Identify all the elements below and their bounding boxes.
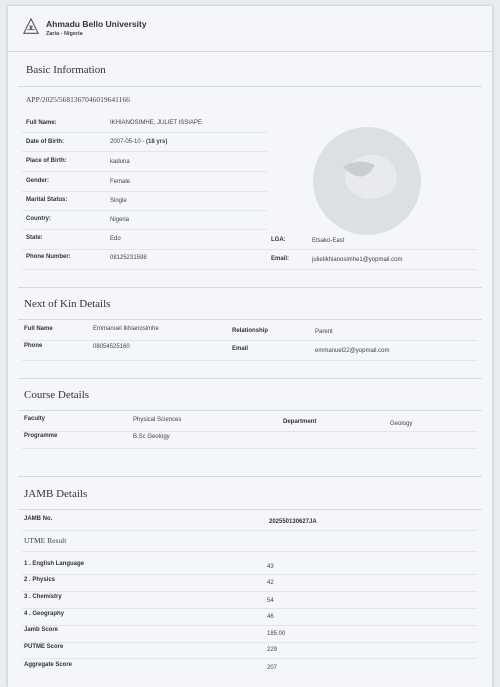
row-divider: [22, 448, 477, 449]
university-location: Zaria - Nigeria: [46, 31, 83, 37]
avatar-placeholder-icon: [313, 127, 421, 235]
place-of-birth-value: kaduna: [110, 159, 130, 165]
section-divider: [18, 476, 482, 477]
jamb-no-label: JAMB No.: [24, 516, 53, 522]
row-divider: [22, 191, 267, 192]
row-divider: [22, 658, 477, 659]
department-value: Geology: [390, 421, 413, 427]
programme-value: B.Sc Geology: [133, 434, 170, 440]
lga-label: LGA:: [271, 237, 286, 243]
kin-fullname-value: Emmanuel Ikhianosimhe: [93, 326, 159, 332]
kin-phone-label: Phone: [24, 343, 43, 349]
row-divider: [22, 608, 477, 609]
row-divider: [22, 151, 267, 152]
row-divider: [22, 551, 477, 552]
kin-phone-value: 08054525160: [93, 344, 130, 350]
faculty-label: Faculty: [24, 416, 46, 422]
marital-status-label: Marital Status:: [26, 197, 68, 203]
row-divider: [22, 249, 477, 250]
state-value: Edo: [110, 236, 121, 242]
basic-info-divider: [18, 86, 482, 87]
jamb-divider: [18, 509, 482, 510]
phone-label: Phone Number:: [26, 254, 71, 260]
subject-physics-score: 42: [267, 580, 274, 586]
row-divider: [22, 229, 267, 230]
place-of-birth-label: Place of Birth:: [26, 158, 67, 164]
row-divider: [22, 591, 477, 592]
kin-relationship-value: Parent: [315, 329, 333, 335]
programme-label: Programme: [24, 433, 58, 439]
row-divider: [22, 171, 267, 172]
email-value: julietikhianosimhe1@yopmail.com: [312, 257, 403, 263]
header-divider: [8, 51, 492, 52]
row-divider: [22, 340, 477, 341]
jamb-score-value: 185.00: [267, 631, 286, 637]
row-divider: [22, 642, 477, 643]
lga-value: Etsako-East: [312, 238, 345, 244]
row-divider: [22, 625, 477, 626]
marital-status-value: Single: [110, 198, 127, 204]
kin-title: Next of Kin Details: [24, 298, 111, 310]
row-divider: [22, 132, 267, 133]
subject-chemistry-score: 54: [267, 598, 274, 604]
gender-value: Female: [110, 179, 131, 185]
row-divider: [22, 360, 477, 361]
putme-score-value: 229: [267, 647, 278, 653]
dob-label: Date of Birth:: [26, 139, 64, 145]
basic-info-title: Basic Information: [26, 64, 106, 76]
kin-divider: [18, 319, 482, 320]
full-name-value: IKHIANOSIMHE, JULIET ISSIAPE: [110, 120, 202, 126]
country-value: Nigeria: [110, 217, 130, 223]
row-divider: [22, 574, 477, 575]
faculty-value: Physical Sciences: [133, 417, 182, 423]
row-divider: [22, 530, 477, 531]
subject-chemistry-label: 3 . Chemistry: [24, 594, 62, 600]
course-divider: [18, 410, 482, 411]
subject-english-score: 43: [267, 564, 274, 570]
aggregate-score-value: 207: [267, 665, 278, 671]
phone-value: 08125231598: [110, 255, 147, 261]
passport-photo: [313, 127, 421, 235]
row-divider: [22, 269, 477, 270]
full-name-label: Full Name:: [26, 120, 57, 126]
kin-email-value: emmanuel22@yopmail.com: [315, 348, 390, 354]
section-divider: [18, 287, 482, 288]
row-divider: [22, 210, 267, 211]
kin-relationship-label: Relationship: [232, 328, 269, 334]
university-logo-icon: [22, 18, 40, 36]
admission-form-page: [8, 6, 492, 687]
email-label: Email:: [271, 256, 290, 262]
gender-label: Gender:: [26, 178, 50, 184]
subject-physics-label: 2 . Physics: [24, 577, 56, 583]
kin-email-label: Email: [232, 346, 249, 352]
dob-value: 2007-05-10 - (18 yrs): [110, 139, 168, 145]
jamb-no-value: 202550130627JA: [269, 519, 317, 525]
putme-score-label: PUTME Score: [24, 644, 64, 650]
kin-fullname-label: Full Name: [24, 326, 53, 332]
application-number: APP/2025/56813670460196411​66: [26, 95, 130, 104]
subject-geography-score: 46: [267, 614, 274, 620]
utme-result-title: UTME Result: [24, 536, 67, 545]
subject-english-label: 1 . English Language: [24, 561, 85, 567]
subject-geography-label: 4 . Geography: [24, 611, 65, 617]
aggregate-score-label: Aggregate Score: [24, 662, 73, 668]
jamb-title: JAMB Details: [24, 488, 88, 500]
age-value: (18 yrs): [146, 139, 168, 145]
state-label: State:: [26, 235, 43, 241]
department-label: Department: [283, 419, 317, 425]
country-label: Country:: [26, 216, 51, 222]
university-name: Ahmadu Bello University: [46, 19, 147, 29]
jamb-score-label: Jamb Score: [24, 627, 59, 633]
course-title: Course Details: [24, 389, 90, 401]
section-divider: [18, 378, 482, 379]
row-divider: [22, 431, 477, 432]
